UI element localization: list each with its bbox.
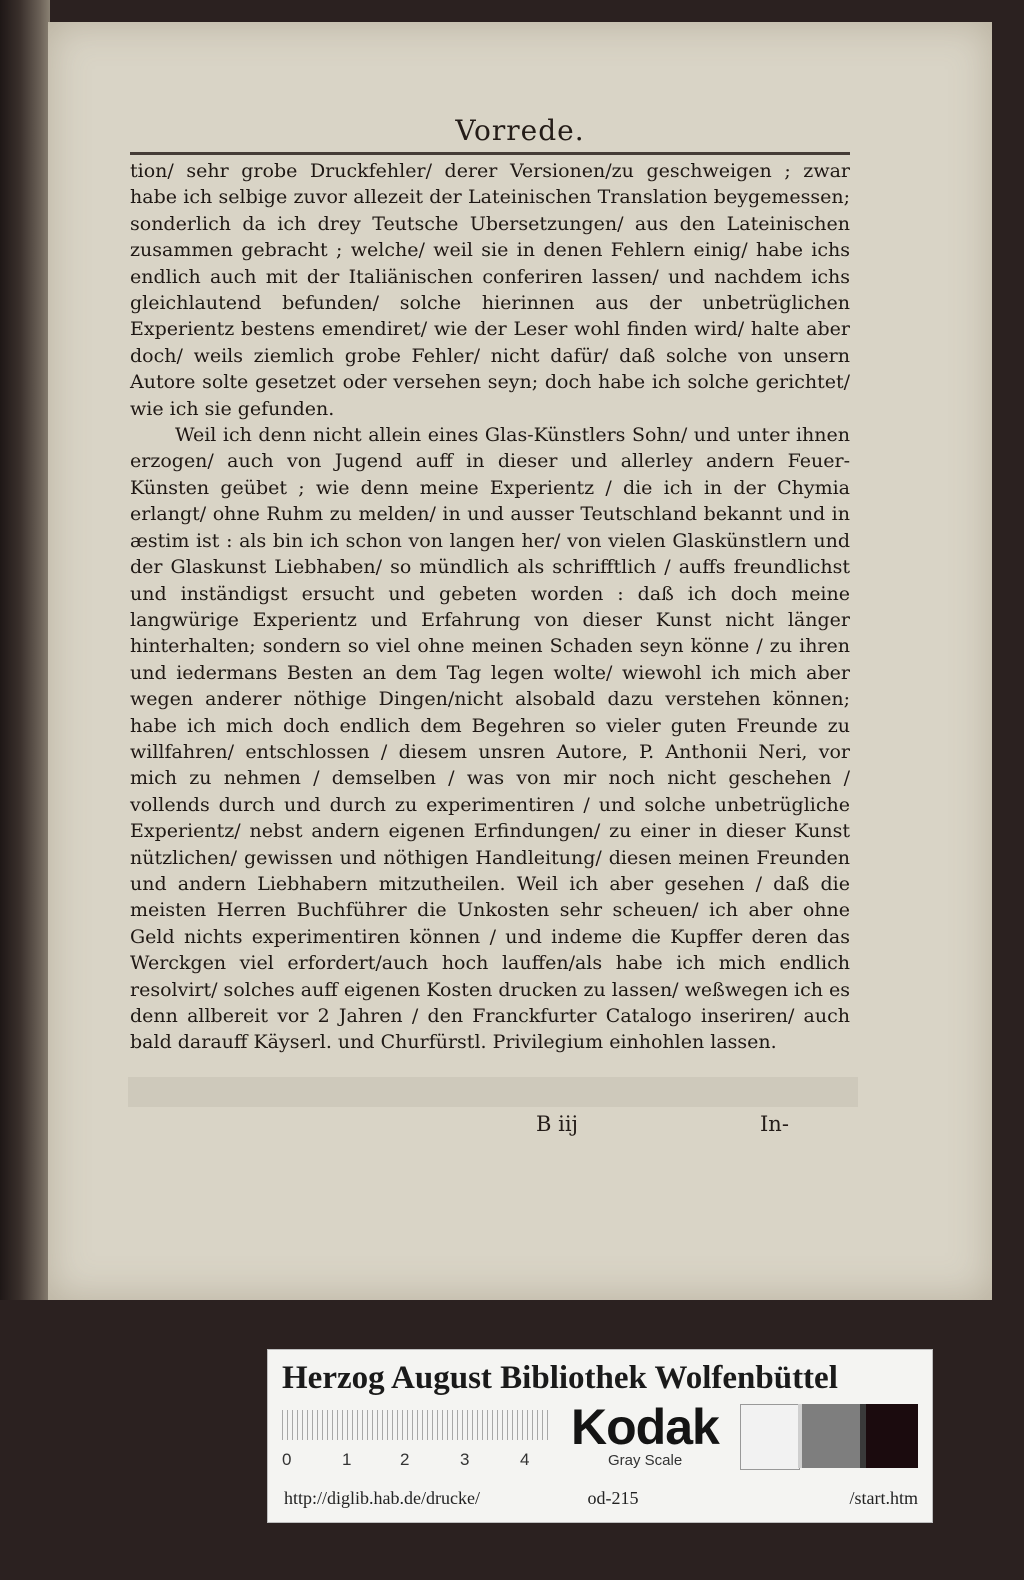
- color-scale-card: [267, 1349, 933, 1523]
- ruler-number: 2: [400, 1450, 410, 1469]
- ruler-number: 4: [520, 1450, 530, 1469]
- ruler-ticks: [282, 1410, 552, 1440]
- body-text: [130, 158, 850, 1056]
- paragraph-2: Weil ich denn nicht allein eines Glas-Künstlers Sohn/ und unter ihnen erzogen/ auch von Jugend auff in dieser und allerley andern Feuer-Künsten geübet ; wie denn meine Experientz / die ich in der Chymia erlangt/ ohne Ruhm zu melden/ in und ausser Teutschland bekannt und in æstim ist : als bin ich schon von langen her/ von vielen Glaskünstlern und der Glaskunst Liebhaben/ so mündlich als schrifftlich / auffs freundlichst und inständigst ersucht und gebeten worden : daß ich doch meine langwürige Experientz und Erfahrung von dieser Kunst nicht länger hinterhalten; sondern so viel ohne meinen Schaden seyn könne / zu ihren und iedermans Besten an dem Tag legen wolte/ wiewohl ich mich aber wegen anderer nöthige Dingen/nicht alsobald dazu verstehen können; habe ich mich doch endlich dem Begehren so vieler guten Freunde zu willfahren/ entschlossen / diesem unsren Autore, P. Anthonii Neri, vor mich zu nehmen / demselben / was von mir noch nicht geschehen / vollends durch und durch zu experimentiren / und solche unbetrügliche Experientz/ nebst andern eigenen Erfindungen/ zu einer in dieser Kunst nützlichen/ gewissen und nöthigen Handleitung/ diesen meinen Freunden und andern Liebhabern mitzutheilen. Weil ich aber gesehen / daß die meisten Herren Buchführer die Unkosten sehr scheuen/ ich aber ohne Geld nichts experimentiren können / und indeme die Kupffer deren das Werckgen viel erfordert/auch hoch lauffen/als habe ich mich endlich resolvirt/ solches auff eigenen Kosten drucken zu lassen/ weßwegen ich es denn allbereit vor 2 Jahren / den Franckfurter Catalogo inseriren/ auch bald darauff Käyserl. und Churfürstl. Privilegium einhohlen lassen.: [130, 424, 851, 1054]
- kodak-logo: Kodak: [571, 1399, 719, 1455]
- url-part-1: http://diglib.hab.de/drucke/: [284, 1488, 480, 1508]
- page-header: Vorrede.: [455, 114, 585, 147]
- ruler-number: 1: [342, 1450, 352, 1469]
- gray-patch: [866, 1404, 918, 1468]
- library-name: Herzog August Bibliothek Wolfenbüttel: [282, 1360, 838, 1396]
- catchword: In-: [760, 1112, 789, 1136]
- url-part-2: od-215: [587, 1488, 639, 1508]
- signature-mark: B iij: [536, 1112, 579, 1136]
- url-part-3: /start.htm: [849, 1488, 918, 1508]
- paragraph-1: tion/ sehr grobe Druckfehler/ derer Versionen/zu geschweigen ; zwar habe ich selbige zuvor allezeit der Lateinischen Translation beygemessen; sonderlich da ich drey Teutsche Ubersetzungen/ aus den Lateinischen zusammen gebracht ; welche/ weil sie in denen Fehlern einig/ habe ichs endlich auch mit der Italiänischen conferiren lassen/ und nachdem ichs gleichlautend befunden/ solche hierinnen aus der unbetrüglichen Experientz bestens emendiret/ wie der Leser wohl finden wird/ halte aber doch/ weils ziemlich grobe Fehler/ nicht dafür/ daß solche von unsern Autore solte gesetzet oder versehen seyn; doch habe ich solche gerichtet/ wie ich sie gefunden.: [130, 160, 850, 420]
- gray-patch: [740, 1404, 800, 1470]
- book-spine-edge: [0, 0, 50, 1300]
- header-rule: [130, 152, 850, 155]
- ruler-number: 3: [460, 1450, 470, 1469]
- gray-patch: [802, 1404, 860, 1468]
- bleed-through: [128, 1077, 858, 1107]
- book-page: [48, 22, 992, 1300]
- gray-scale-label: Gray Scale: [608, 1452, 683, 1469]
- ruler-number: 0: [282, 1450, 292, 1469]
